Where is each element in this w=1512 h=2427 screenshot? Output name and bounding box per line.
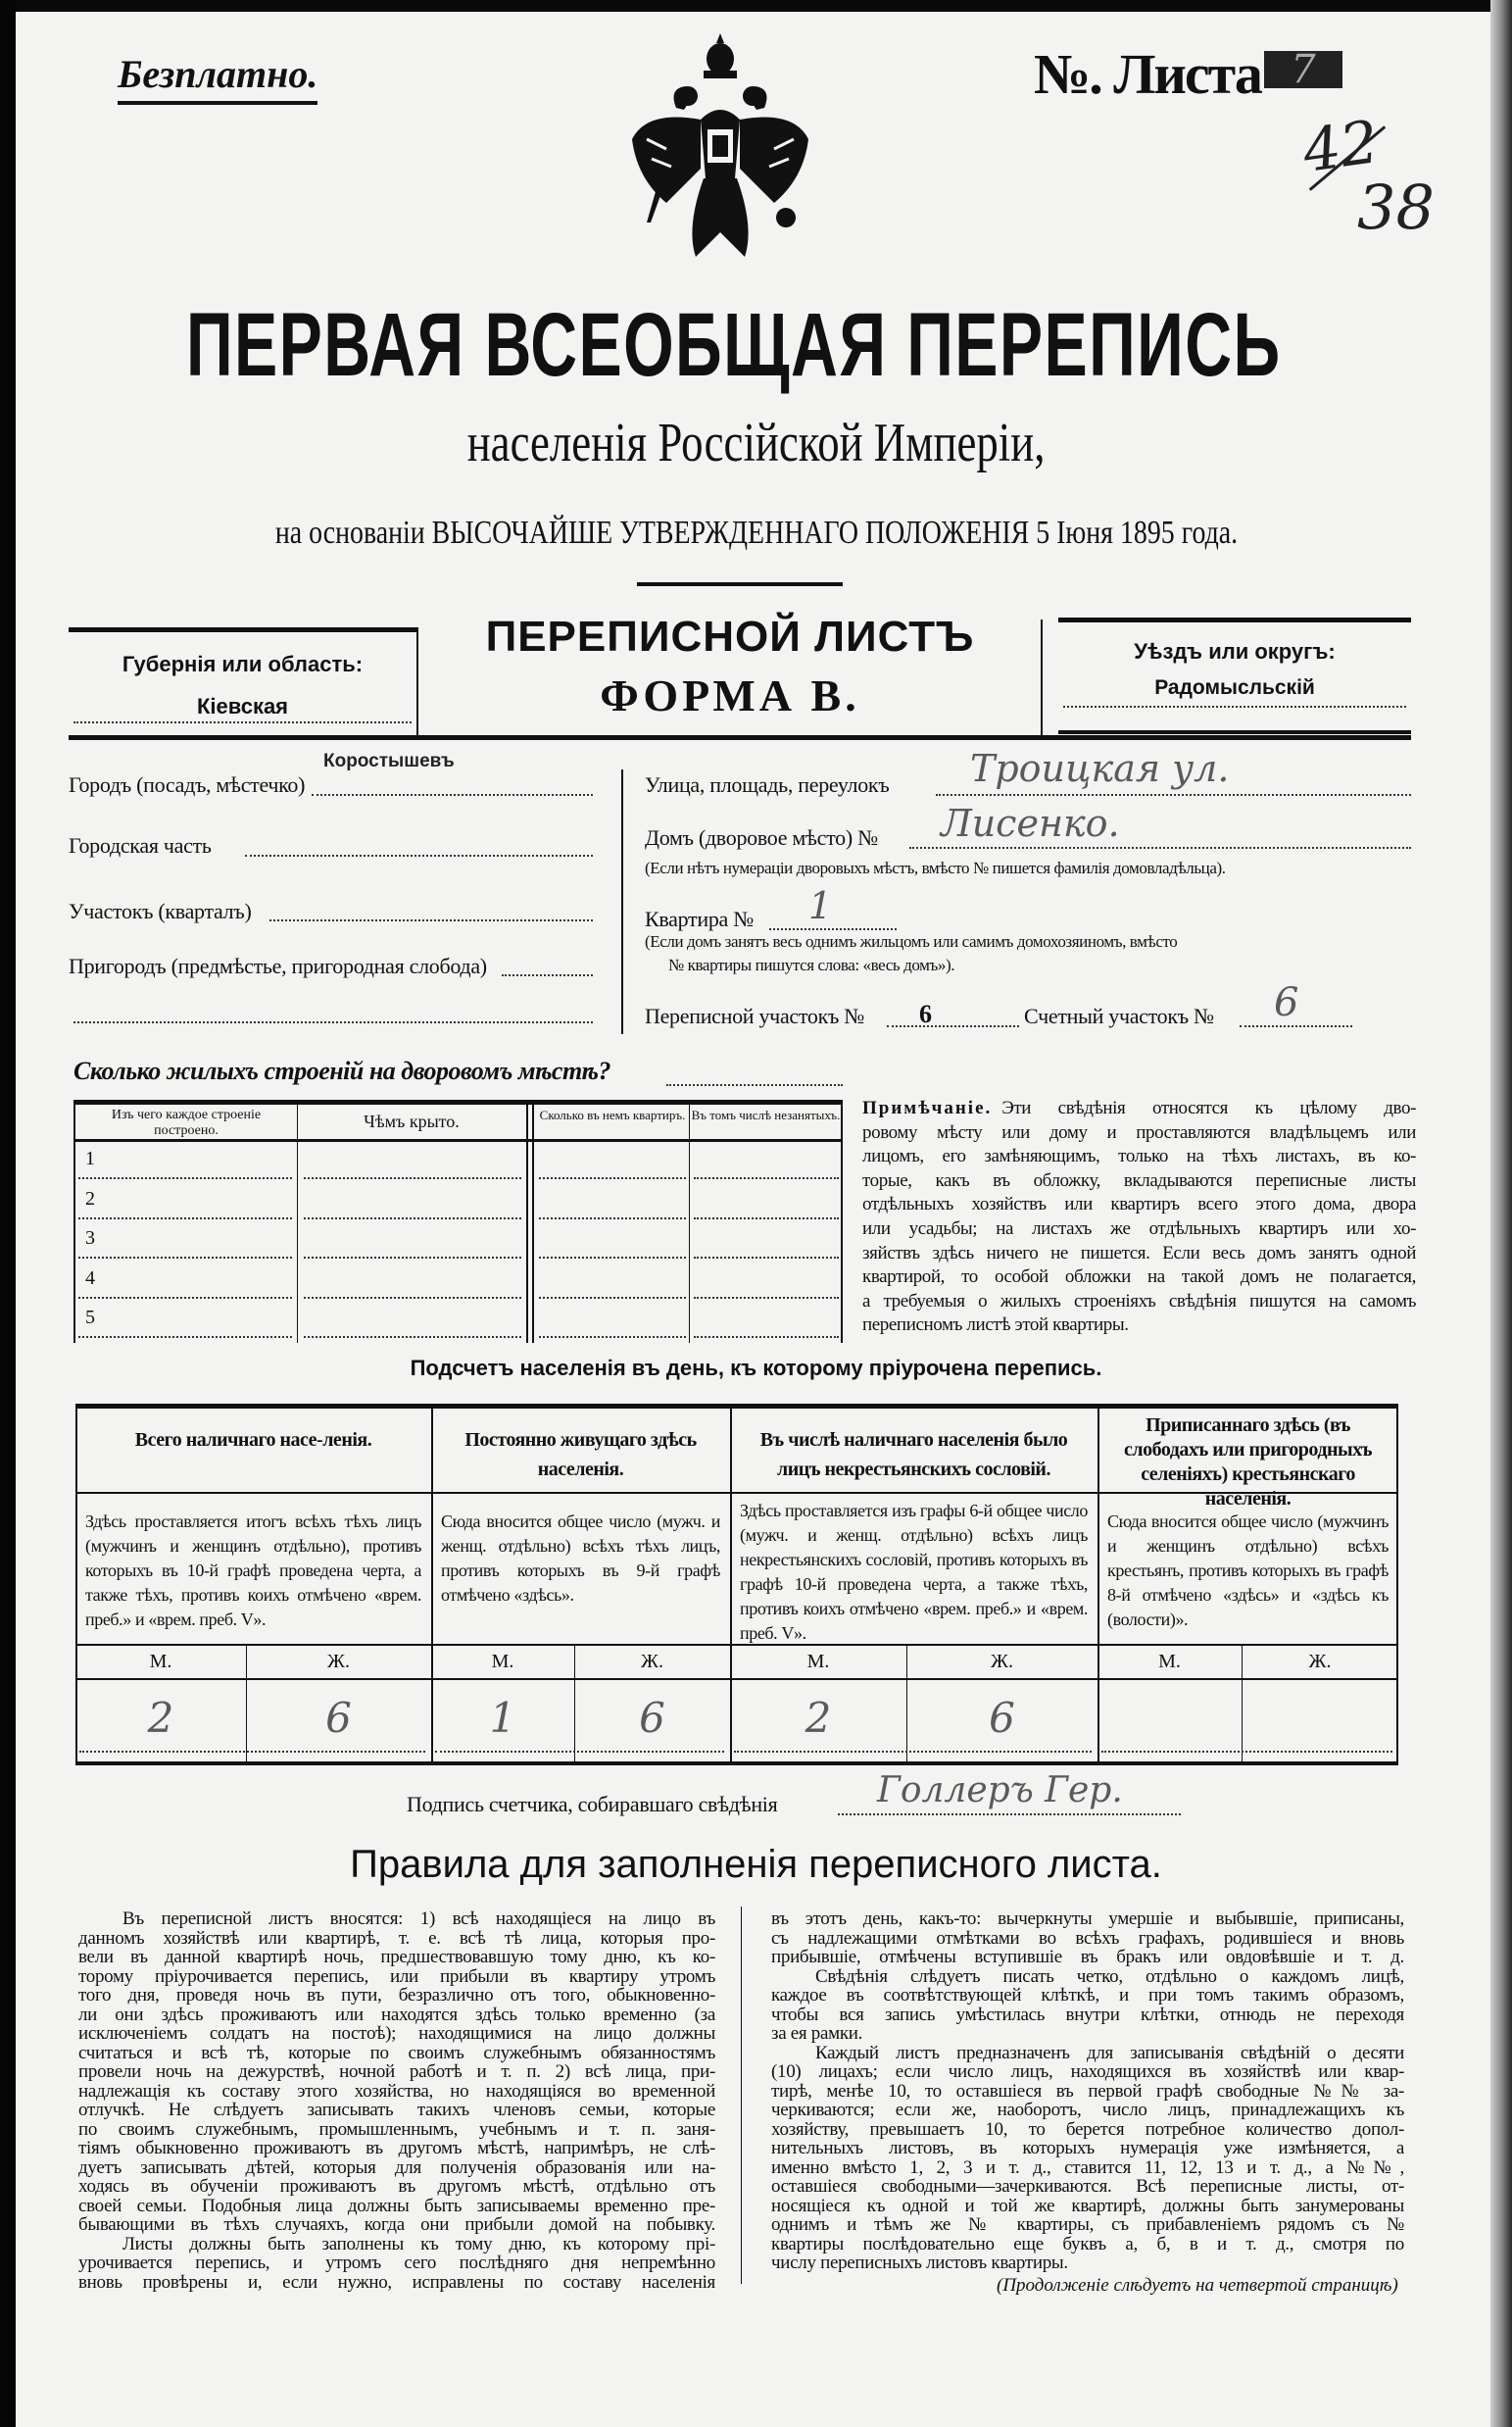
count-district-value: 6 — [1274, 980, 1299, 1025]
rule — [69, 627, 416, 632]
main-title: ПЕРВАЯ ВСЕОБЩАЯ ПЕРЕПИСЬ — [186, 295, 1282, 395]
buildings-cell — [539, 1328, 686, 1338]
buildings-cell — [78, 1210, 292, 1219]
census-district-field — [887, 1015, 1019, 1027]
rules-line: чтобы вся запись умѣстилась внутри клѣтки, отнюдь не переходя — [771, 2005, 1404, 2025]
district-field — [269, 910, 593, 921]
male-label: М. — [491, 1651, 514, 1672]
buildings-cell — [78, 1169, 292, 1179]
rules-line: за ея рамки. — [771, 2024, 863, 2044]
buildings-cell — [304, 1249, 521, 1259]
rules-left-column — [78, 1909, 715, 2302]
rules-line: нительныхъ листовъ, въ которыхъ нумерація уже измѣняется, а — [771, 2139, 1404, 2158]
rules-line: надлежащія къ составу этого хозяйства, но находящіяся во временной — [78, 2081, 715, 2102]
signature-label: Подпись счетчика, собиравшаго свѣдѣнія — [407, 1792, 778, 1816]
column-description: Здѣсь проставляется изъ графы 6-й общее число (мужч. и женщ. отдѣльно) всѣхъ лицъ некрестьянскихъ сословій, противъ которыхъ въ графѣ 10-й проведена черта, а также тѣхъ, противъ коихъ отмѣчено «врем. преб.» и «врем. преб. V». — [740, 1501, 1088, 1643]
note-line: лицомъ, его замѣняющимъ, только на тѣхъ листахъ, въ ко- — [862, 1146, 1416, 1167]
rules-line: въ этотъ день, какъ-то: вычеркнуты умершіе и выбывшіе, приписаны, — [771, 1909, 1404, 1929]
buildings-cell — [539, 1210, 686, 1219]
note-line: торые, какъ въ обложку, вкладываются переписные листы — [862, 1169, 1416, 1191]
column-divider — [621, 769, 623, 1034]
note-line — [862, 1098, 1416, 1119]
buildings-cell — [694, 1169, 839, 1179]
buildings-cell — [694, 1210, 839, 1219]
rules-line: урочивается перепись, и утромъ сего послѣдняго дня непремѣнно — [78, 2254, 715, 2273]
rules-line: данномъ хозяйствѣ или квартирѣ, т. е. всѣ тѣ лица, которыя про- — [78, 1928, 715, 1949]
city-part-label: Городская часть — [69, 833, 212, 858]
column-title: Въ числѣ наличнаго населенія было лицъ некрестьянскихъ сословій. — [759, 1429, 1068, 1480]
census-district-label: Переписной участокъ № — [645, 1004, 864, 1028]
rule — [75, 1761, 1398, 1765]
rules-line: по своимъ служебнымъ, промышленнымъ, учебнымъ и т. п. заня- — [78, 2119, 715, 2140]
note-line: переписномъ листѣ этой квартиры. — [862, 1314, 1129, 1336]
female-label: Ж. — [641, 1651, 663, 1672]
suburb-field — [502, 965, 593, 976]
column-description: Сюда вносится общее число (мужч. и женщ. отдѣльно) всѣхъ тѣхъ лицъ, противъ которыхъ въ 9-й графѣ отмѣчено «здѣсь». — [441, 1511, 720, 1605]
rules-line: прибывшіе, отмѣчены вступившіе въ бракъ или овдовѣвшіе и т. д. — [771, 1948, 1404, 1967]
column-divider — [741, 1907, 742, 2284]
header-apartments: Сколько въ немъ квартиръ. — [539, 1108, 686, 1122]
rules-line: Каждый листъ предназначенъ для записыванія свѣдѣній о десяти — [815, 2043, 1404, 2063]
city-field — [312, 784, 593, 796]
form-subtitle: ФОРМА В. — [600, 670, 860, 720]
buildings-cell — [78, 1328, 292, 1338]
rules-line: тіямъ обыкновенно проживаютъ въ другомъ мѣстѣ, напримѣръ, не слѣ- — [78, 2139, 715, 2158]
continuation-note: (Продолженіе слѣдуетъ на четвертой страницѣ) — [997, 2274, 1398, 2296]
rules-line: Въ переписной листъ вносятся: 1) всѣ находящіеся на лицо въ — [122, 1909, 715, 1929]
row-number: 1 — [85, 1148, 95, 1169]
city-part-field — [245, 845, 593, 857]
uezd-label: Уѣздъ или округъ: — [1134, 639, 1336, 664]
male-label: М. — [806, 1651, 830, 1672]
column-title: Всего наличнаго насе-ленія. — [134, 1429, 372, 1451]
form-title: ПЕРЕПИСНОЙ ЛИСТЪ — [485, 613, 975, 661]
rule — [1058, 730, 1411, 734]
rules-line: каждое въ соотвѣтствующей клѣткѣ, и при томъ такимъ образомъ, — [771, 1986, 1404, 2006]
rule — [73, 1100, 843, 1105]
female-label: Ж. — [1308, 1651, 1332, 1672]
rules-line: исключеніемъ солдатъ на постоѣ); находящимися на лицо должны — [78, 2024, 715, 2044]
apartment-value: 1 — [808, 884, 833, 927]
buildings-table — [73, 1100, 843, 1343]
male-header — [730, 1651, 906, 1676]
buildings-cell — [694, 1249, 839, 1259]
suburb-label: Пригородъ (предмѣстье, пригородная слобода) — [69, 954, 487, 978]
column-title: Постоянно живущаго здѣсь населенія. — [464, 1429, 697, 1480]
rules-line: именно вмѣсто 1, 2, 3 и т. д., ставится 11, 12, 13 и т. д., а №№, — [771, 2157, 1404, 2178]
house-note: (Если нѣтъ нумераціи дворовыхъ мѣстъ, вмѣсто № пишется фамилія домовладѣльца). — [645, 859, 1226, 877]
row-number: 3 — [85, 1227, 95, 1249]
count-field — [79, 1747, 425, 1753]
population-column — [431, 1404, 730, 1761]
header-vacant: Въ томъ числѣ незанятыхъ. — [691, 1108, 841, 1122]
scan-border-right — [1490, 0, 1512, 2427]
female-header — [1242, 1651, 1398, 1676]
female-header — [906, 1651, 1097, 1676]
decree-wrap — [0, 515, 1512, 552]
main-title-wrap — [186, 294, 1282, 395]
header-material: Изъ чего каждое строеніе построено. — [111, 1108, 262, 1138]
count-district-label: Счетный участокъ № — [1024, 1004, 1214, 1028]
count-field — [1101, 1747, 1392, 1753]
apartment-field — [769, 918, 897, 930]
rules-line: провели ночь на дежурствѣ, ночной работѣ и т. п. 2) всѣ лица, при- — [78, 2062, 715, 2082]
female-label: Ж. — [327, 1651, 350, 1672]
buildings-count-field — [666, 1076, 843, 1086]
apartment-label: Квартира № — [645, 907, 754, 931]
rule — [841, 1100, 843, 1343]
rules-line: дуетъ записывать дѣтей, которыя для полученія образованія или на- — [78, 2157, 715, 2178]
gubernia-field — [73, 694, 412, 723]
rules-line: носящіеся къ одной и той же квартирѣ, должны быть занумерованы — [771, 2196, 1404, 2216]
sheet-number-value: 7 — [1264, 51, 1342, 88]
uezd-field — [1063, 676, 1406, 708]
female-label: Ж. — [991, 1651, 1013, 1672]
rules-line: бывающими въ тѣхъ случаяхъ, когда они прибыли домой на побывку. — [78, 2215, 715, 2235]
coat-of-arms-emblem — [617, 31, 823, 262]
rules-line: вели въ данной квартирѣ ночь, предшествовавшую тому дню, къ ко- — [78, 1948, 715, 1967]
male-header — [431, 1651, 574, 1676]
population-column — [1097, 1404, 1398, 1761]
female-header — [246, 1651, 431, 1676]
buildings-cell — [694, 1289, 839, 1299]
rules-line: вновь провѣрены и, если нужно, исправлены по составу населенія — [78, 2272, 715, 2293]
free-of-charge-label: Безплатно. — [118, 51, 317, 105]
signature-value: Голлеръ Гер. — [877, 1770, 1123, 1810]
female-count: 6 — [989, 1694, 1015, 1742]
scan-border-left — [0, 0, 16, 2427]
column-title: Приписаннаго здѣсь (въ слободахъ или пригородныхъ селеніяхъ) крестьянскаго населенія. — [1124, 1414, 1372, 1510]
column-description: Здѣсь проставляется итогъ всѣхъ тѣхъ лицъ (мужчинъ и женщинъ отдѣльно), противъ которыхъ въ 10-й графѣ проведена черта, а также тѣхъ, противъ коихъ отмѣчено «врем. преб.» и «врем. преб. V». — [85, 1511, 421, 1629]
gubernia-label: Губернія или область: — [122, 652, 364, 676]
note-text: Эти свѣдѣнія относятся къ цѣлому дво- — [1001, 1098, 1416, 1118]
rules-line: отлучкѣ. Не слѣдуетъ записывать такихъ членовъ семьи, которые — [78, 2101, 715, 2120]
rules-line: ли они здѣсь проживаютъ или находятся здѣсь только временно (за — [78, 2005, 715, 2025]
count-field — [734, 1747, 1092, 1753]
city-label: Городъ (посадъ, мѣстечко) — [69, 772, 306, 797]
male-label: М. — [1158, 1651, 1181, 1672]
note-line: а требуемыя о жилыхъ строеніяхъ свѣдѣнія пишутся на самомъ — [862, 1290, 1416, 1312]
rule — [69, 735, 1411, 740]
male-header — [1097, 1651, 1242, 1676]
gubernia-value: Кіевская — [196, 694, 289, 718]
rule — [73, 1100, 75, 1343]
subtitle-wrap — [0, 412, 1512, 474]
archive-number-crossed: 42 — [1298, 108, 1383, 186]
buildings-cell — [304, 1210, 521, 1219]
buildings-cell — [78, 1249, 292, 1259]
row-number: 2 — [85, 1187, 95, 1210]
note-block — [862, 1098, 1416, 1343]
rules-line: Свѣдѣнія слѣдуетъ писать четко, отдѣльно о каждомъ лицѣ, — [815, 1966, 1404, 1987]
male-count: 2 — [805, 1694, 832, 1742]
buildings-cell — [539, 1169, 686, 1179]
buildings-cell — [539, 1249, 686, 1259]
subtitle: населенія Россійской Имперіи, — [466, 413, 1046, 473]
rules-line: съ надлежащими отмѣтками во всѣхъ графахъ, родившіеся и вновь — [771, 1928, 1404, 1949]
rules-line: того дня, проведя ночь въ пути, безразлично отъ того, обыкновенно- — [78, 1986, 715, 2006]
decree-line: на основаніи ВЫСОЧАЙШЕ УТВЕРЖДЕННАГО ПОЛОЖЕНІЯ 5 Іюня 1895 года. — [274, 515, 1238, 551]
row-number: 4 — [85, 1266, 95, 1289]
rules-line: (10) лицахъ; если число лицъ, находящихся въ хозяйствѣ или квар- — [771, 2062, 1404, 2082]
female-count: 6 — [639, 1694, 665, 1742]
sheet-number-label: №. Листа — [1034, 42, 1261, 106]
street-label: Улица, площадь, переулокъ — [645, 772, 890, 797]
apartment-note-continued: № квартиры пишутся слова: «весь домъ»). — [668, 956, 955, 974]
rules-right-column — [771, 1909, 1404, 2302]
note-line: отдѣльныхъ хозяйствъ или квартиръ всего этого дома, двора — [862, 1194, 1416, 1215]
scan-border-top — [0, 0, 1512, 12]
street-value: Троицкая ул. — [970, 747, 1230, 790]
census-district-value: 6 — [919, 1000, 932, 1028]
rules-line: черкиваются; если же, наоборотъ, число лицъ, принадлежащихъ къ — [771, 2101, 1404, 2120]
house-value: Лисенко. — [941, 802, 1120, 845]
female-count: 6 — [325, 1694, 352, 1742]
note-line: зяйствъ здѣсь ничего не пишется. Если весь домъ занятъ одной — [862, 1242, 1416, 1263]
rule — [1058, 618, 1411, 622]
column-description: Сюда вносится общее число (мужчинъ и женщинъ отдѣльно) всѣхъ крестьянъ, противъ которыхъ въ графѣ 8-й отмѣчено «здѣсь» и «здѣсь къ (волости)». — [1107, 1511, 1389, 1629]
buildings-cell — [304, 1169, 521, 1179]
population-column — [75, 1404, 431, 1761]
male-label: М. — [149, 1651, 172, 1672]
rules-line: оставшіеся свободными—зачеркиваются. Всѣ переписные листы, от- — [771, 2177, 1404, 2197]
buildings-cell — [694, 1328, 839, 1338]
rules-line: тирѣ, менѣе 10, то оставшіеся въ первой графѣ свободные №№ за- — [771, 2081, 1404, 2102]
population-title: Подсчетъ населенія въ день, къ которому пріурочена перепись. — [410, 1356, 1102, 1380]
rules-line: однимъ и тѣмъ же № квартиры, съ прибавленіемъ рядомъ съ № — [771, 2215, 1404, 2235]
population-table — [75, 1404, 1398, 1766]
rules-line: торому пріурочивается перепись, или прибыли въ квартиру утромъ — [78, 1966, 715, 1987]
header-roof: Чѣмъ крыто. — [364, 1112, 460, 1131]
buildings-cell — [304, 1328, 521, 1338]
rules-line: хозяйству, превышаетъ 10, то берется потребное количество допол- — [771, 2119, 1404, 2140]
rules-title: Правила для заполненія переписного листа. — [350, 1843, 1162, 1886]
male-count: 1 — [489, 1694, 516, 1742]
rule — [73, 1139, 843, 1142]
note-line: или усадьбы; на листахъ же отдѣльныхъ квартиръ или хо- — [862, 1218, 1416, 1239]
city-stamp-value: Коростышевъ — [323, 751, 455, 771]
buildings-question: Сколько жилыхъ строеній на дворовомъ мѣстѣ? — [73, 1057, 611, 1085]
rules-line: считаться и всѣ тѣ, которые по своимъ служебнымъ обязанностямъ — [78, 2043, 715, 2063]
male-count: 2 — [147, 1694, 174, 1742]
uezd-value: Радомысльскій — [1154, 676, 1315, 699]
apartment-note: (Если домъ занятъ весь однимъ жильцомъ или самимъ домохозяиномъ, вмѣсто — [645, 932, 1178, 951]
rules-line: числу переписныхъ листовъ квартиры. — [771, 2254, 1068, 2273]
buildings-cell — [539, 1289, 686, 1299]
divider — [637, 582, 843, 586]
house-label: Домъ (дворовое мѣсто) № — [645, 825, 878, 850]
buildings-cell — [304, 1289, 521, 1299]
male-header — [75, 1651, 246, 1676]
note-line: ровому мѣсту или дому и проставляются владѣльцемъ или — [862, 1121, 1416, 1143]
archive-number: 38 — [1357, 172, 1435, 243]
female-header — [574, 1651, 730, 1676]
suburb-field-continued — [73, 1012, 593, 1023]
population-column — [730, 1404, 1097, 1761]
note-line: квартирой, то особой обложки на такой домъ не полагается, — [862, 1266, 1416, 1288]
rules-line: ходясь въ обученіи проживаютъ въ другомъ мѣстѣ, отдѣльно отъ — [78, 2177, 715, 2197]
count-field — [435, 1747, 724, 1753]
note-label: Примѣчаніе. — [862, 1098, 993, 1118]
rules-line: квартиры послѣдовательно еще буквъ а, б, в и т. д., смотря по — [771, 2234, 1404, 2254]
buildings-cell — [78, 1289, 292, 1299]
rules-line: своей семьи. Подобныя лица должны быть записываемы временно пре- — [78, 2196, 715, 2216]
rules-line: Листы должны быть заполнены къ тому дню, къ которому прі- — [122, 2234, 715, 2254]
row-number: 5 — [85, 1307, 95, 1328]
district-label: Участокъ (кварталъ) — [69, 899, 252, 923]
